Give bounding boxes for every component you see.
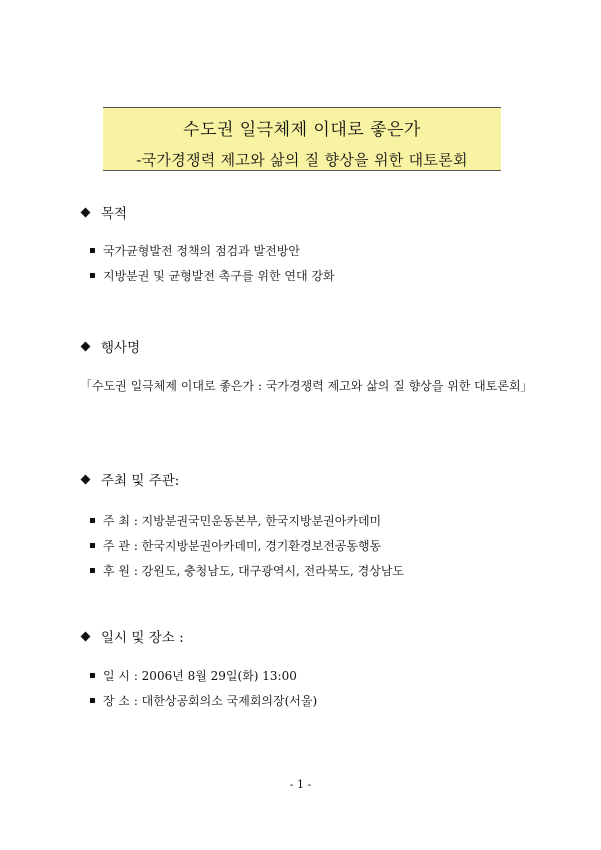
list-item	[90, 263, 335, 288]
section-heading-label: 행사명	[101, 340, 141, 356]
list-item	[90, 533, 404, 558]
diamond-bullet-icon	[81, 207, 91, 217]
list-item-text: 주 최 : 지방분권국민운동본부, 한국지방분권아카데미	[103, 514, 382, 528]
section-heading-label: 목적	[101, 206, 128, 222]
event-name-text: 「수도권 일극체제 이대로 좋은가 : 국가경쟁력 제고와 삶의 질 향상을 위한 대토론회」	[80, 379, 533, 393]
document-subtitle: -국가경쟁력 제고와 삶의 질 향상을 위한 대토론회	[136, 151, 468, 169]
square-bullet-icon	[90, 673, 95, 678]
organizers-list	[90, 508, 404, 583]
square-bullet-icon	[90, 248, 95, 253]
diamond-bullet-icon	[81, 341, 91, 351]
purpose-list	[90, 238, 335, 288]
document-title: 수도권 일극체제 이대로 좋은가	[183, 120, 421, 140]
square-bullet-icon	[90, 698, 95, 703]
section-heading-label: 일시 및 장소 :	[101, 630, 184, 646]
list-item	[90, 663, 317, 688]
section-heading-purpose	[80, 202, 127, 222]
square-bullet-icon	[90, 273, 95, 278]
list-item	[90, 688, 317, 713]
diamond-bullet-icon	[81, 474, 91, 484]
schedule-list	[90, 663, 317, 713]
square-bullet-icon	[90, 568, 95, 573]
list-item-text: 국가균형발전 정책의 점검과 발전방안	[103, 244, 300, 258]
section-heading-schedule	[80, 626, 184, 646]
list-item-text: 장 소 : 대한상공회의소 국제회의장(서울)	[103, 694, 318, 708]
list-item	[90, 238, 335, 263]
title-banner	[103, 107, 501, 171]
square-bullet-icon	[90, 518, 95, 523]
square-bullet-icon	[90, 543, 95, 548]
page-number: - 1 -	[289, 778, 312, 791]
list-item-text: 지방분권 및 균형발전 촉구를 위한 연대 강화	[103, 269, 335, 283]
section-heading-event-name	[80, 336, 140, 356]
list-item	[90, 508, 404, 533]
diamond-bullet-icon	[81, 631, 91, 641]
list-item-text: 후 원 : 강원도, 충청남도, 대구광역시, 전라북도, 경상남도	[103, 564, 405, 578]
list-item-text: 일 시 : 2006년 8월 29일(화) 13:00	[103, 669, 297, 683]
section-heading-label: 주최 및 주관:	[101, 473, 180, 489]
list-item	[90, 558, 404, 583]
list-item-text: 주 관 : 한국지방분권아카데미, 경기환경보전공동행동	[103, 539, 382, 553]
section-heading-organizers	[80, 469, 179, 489]
